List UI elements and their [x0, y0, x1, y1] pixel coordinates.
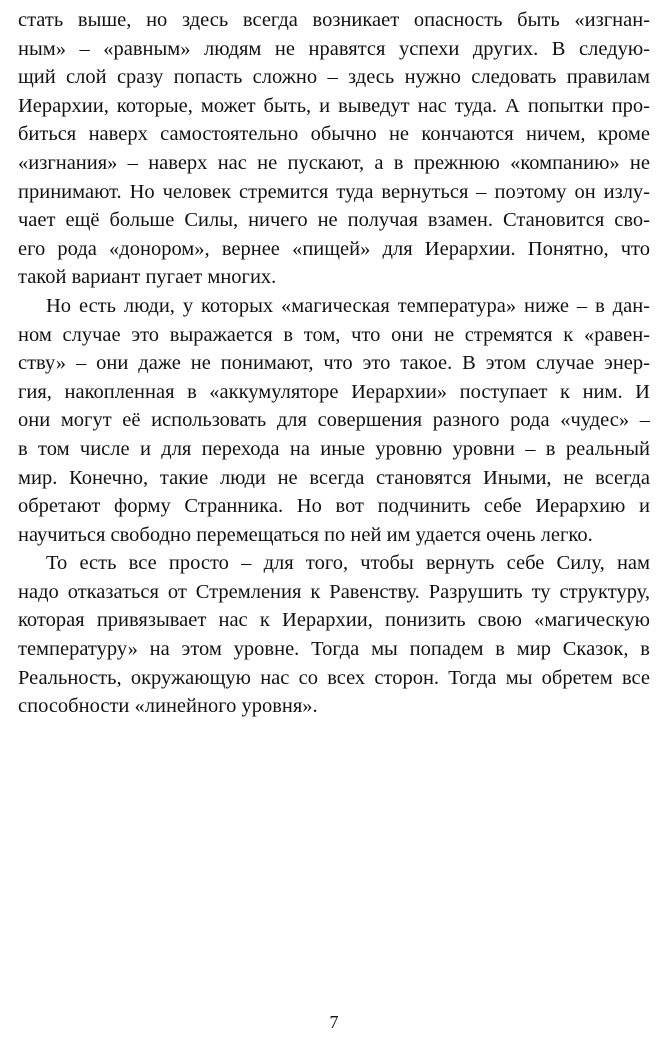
text-line: гия, накопленная в «аккумуляторе Иерархии» поступает к ним. И	[18, 380, 650, 403]
text-line: биться наверх самостоятельно обычно не кончаются ничем, кроме	[18, 123, 650, 146]
paragraph-1	[18, 6, 650, 292]
text-line: надо отказаться от Стремления к Равенству. Разрушить ту структуру,	[18, 580, 650, 603]
text-line: «изгнания» – наверх нас не пускают, а в прежнюю «компанию» не	[18, 151, 650, 174]
text-line: в том числе и для перехода на иные уровню уровни – в реальный	[18, 437, 650, 460]
text-line: температуру» на этом уровне. Тогда мы попадем в мир Сказок, в	[18, 638, 650, 661]
text-line: способности «линейного уровня».	[18, 695, 318, 718]
text-line: ству» – они даже не понимают, что это такое. В этом случае энер-	[18, 352, 650, 375]
text-line: обретают форму Странника. Но вот подчинить себе Иерархию и	[18, 495, 650, 518]
text-line: принимают. Но человек стремится туда вернуться – поэтому он излу-	[18, 180, 650, 203]
text-line: Но есть люди, у которых «магическая температура» ниже – в дан-	[46, 294, 650, 317]
text-line: такой вариант пугает многих.	[18, 266, 277, 289]
text-line: щий слой сразу попасть сложно – здесь нужно следовать правилам	[18, 66, 650, 89]
text-line: которая привязывает нас к Иерархии, понизить свою «магическую	[18, 609, 650, 632]
text-line: чает ещё больше Силы, ничего не получая взамен. Становится сво-	[18, 209, 650, 232]
text-line: они могут её использовать для совершения разного рода «чудес» –	[18, 409, 650, 432]
text-line: мир. Конечно, такие люди не всегда становятся Иными, не всегда	[18, 466, 650, 489]
paragraph-3	[18, 549, 650, 721]
paragraph-2	[18, 292, 650, 549]
text-line: Иерархии, которые, может быть, и выведут нас туда. А попытки про-	[18, 94, 650, 117]
page-text	[18, 6, 650, 721]
text-line: Реальность, окружающую нас со всех сторон. Тогда мы обретем все	[18, 666, 650, 689]
page-number: 7	[329, 1012, 339, 1032]
text-line: научиться свободно перемещаться по ней им удается очень легко.	[18, 523, 593, 546]
text-line: То есть все просто – для того, чтобы вернуть себе Силу, нам	[46, 552, 650, 575]
text-line: ном случае это выражается в том, что они не стремятся к «равен-	[18, 323, 650, 346]
text-line: стать выше, но здесь всегда возникает опасность быть «изгнан-	[18, 9, 650, 31]
text-line: ным» – «равным» людям не нравятся успехи других. В следую-	[18, 37, 650, 60]
text-line: его рода «донором», вернее «пищей» для Иерархии. Понятно, что	[18, 237, 650, 260]
